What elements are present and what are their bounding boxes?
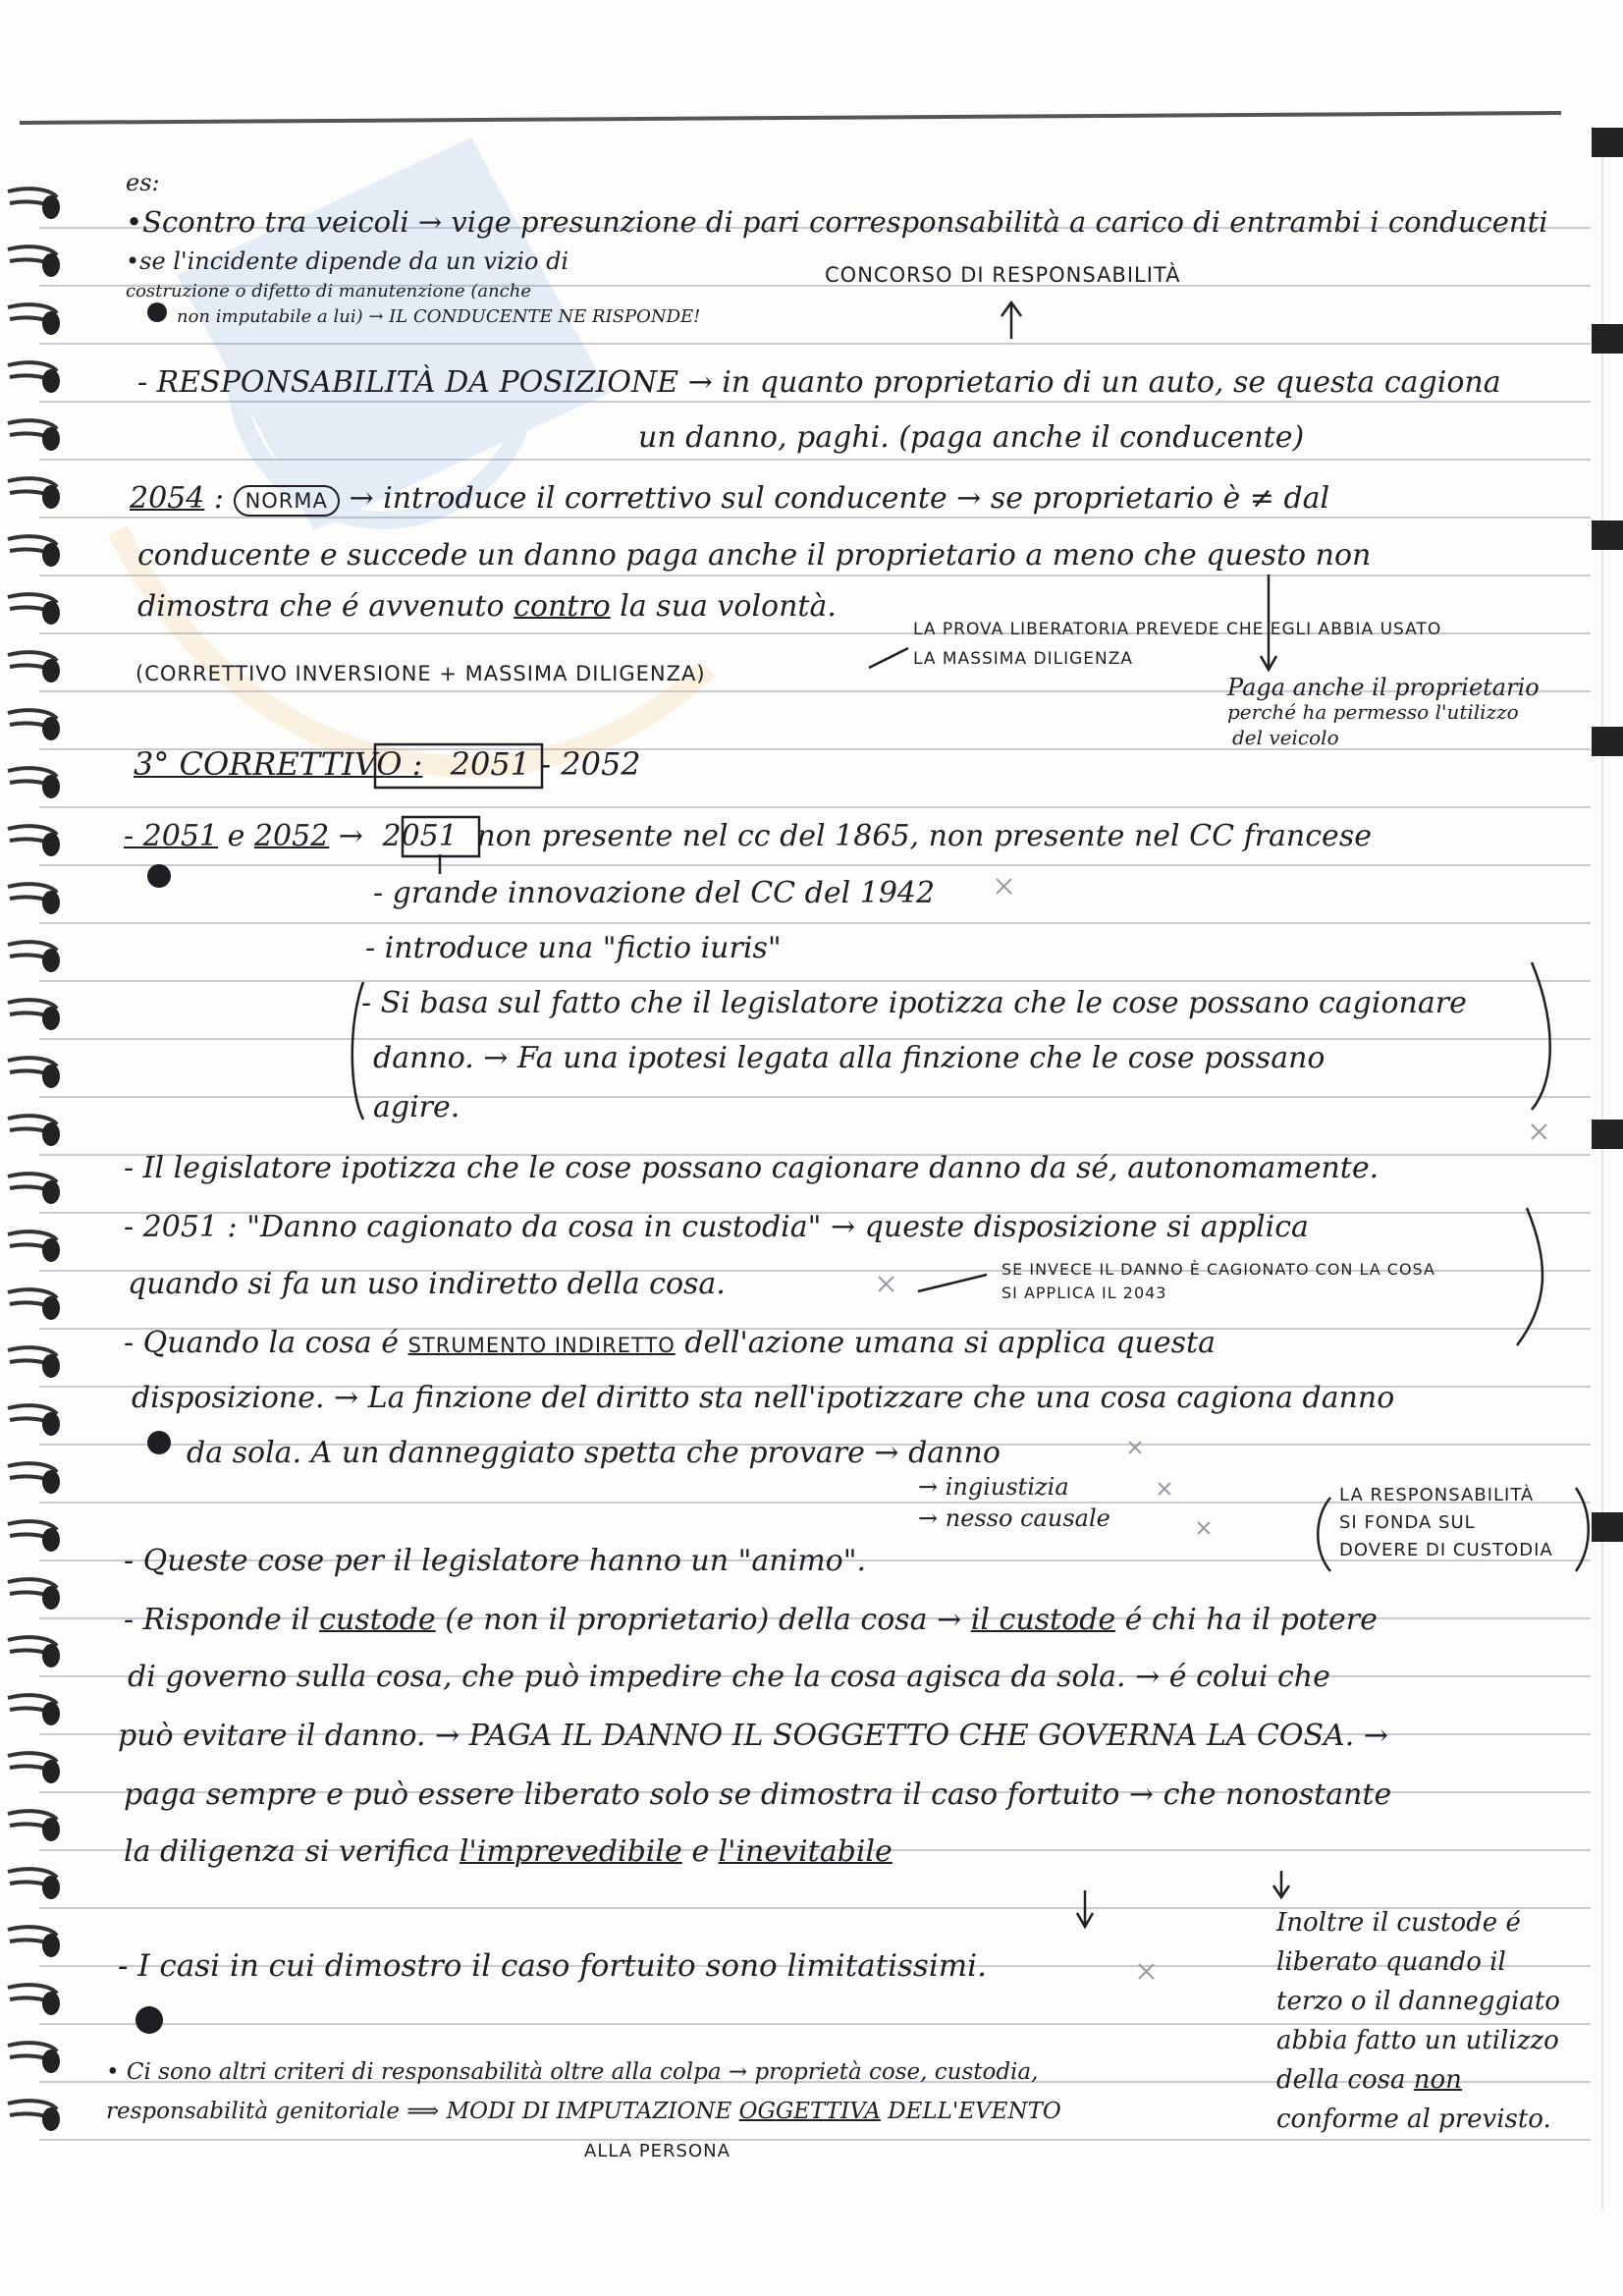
- note-line: [124, 1603, 1378, 1638]
- side-note: terzo o il danneggiato: [1276, 1987, 1560, 2016]
- section-title: 3° CORRETTIVO :: [134, 745, 423, 783]
- note-caps: LA MASSIMA DILIGENZA: [913, 649, 1133, 669]
- note-line: • Ci sono altri criteri di responsabilità oltre alla colpa → proprietà cose, custodia,: [106, 2059, 1039, 2085]
- note-text: OGGETTIVA: [738, 2099, 881, 2124]
- note-line: - Si basa sul fatto che il legislatore ipotizza che le cose possano cagionare: [361, 986, 1467, 1020]
- note-caps: DOVERE DI CUSTODIA: [1339, 1540, 1553, 1560]
- note-line: - Il legislatore ipotizza che le cose possano cagionare danno da sé, autonomamente.: [124, 1151, 1380, 1185]
- side-note: abbia fatto un utilizzo: [1276, 2026, 1559, 2055]
- note-line: [124, 1326, 1216, 1363]
- note-caps: SI FONDA SUL: [1339, 1512, 1476, 1533]
- note-caps: ALLA PERSONA: [584, 2141, 730, 2161]
- note-line: - introduce una "fictio iuris": [365, 931, 782, 965]
- list-item: → ingiustizia: [918, 1473, 1069, 1501]
- note-caps: SI APPLICA IL 2043: [1001, 1284, 1167, 1302]
- note-text: l'imprevedibile: [459, 1834, 682, 1869]
- note-text: (e non il proprietario) della cosa →: [445, 1603, 962, 1637]
- note-text: é chi ha il potere: [1124, 1603, 1378, 1637]
- article-number: - 2051: [124, 819, 219, 853]
- note-line: costruzione o difetto di manutenzione (anche: [126, 281, 531, 301]
- section-articles: 2051 - 2052: [450, 745, 641, 783]
- note-text: - Quando la cosa é: [124, 1326, 400, 1360]
- article-number: 2052: [253, 819, 330, 853]
- note-line: di governo sulla cosa, che può impedire che la cosa agisca da sola. → é colui che: [128, 1660, 1330, 1694]
- note-caps: NORMA: [234, 485, 340, 517]
- note-line: danno. → Fa una ipotesi legata alla finzione che le cose possano: [373, 1041, 1325, 1075]
- note-line: [130, 481, 1329, 519]
- article-number: 2051: [382, 819, 458, 853]
- list-item: → nesso causale: [918, 1504, 1110, 1532]
- note-line: [137, 589, 837, 625]
- note-line: da sola. A un danneggiato spetta che provare → danno: [187, 1436, 1001, 1470]
- note-caps: SE INVECE IL DANNO È CAGIONATO CON LA COSA: [1001, 1260, 1435, 1279]
- note-text: :: [213, 481, 225, 516]
- note-line: agire.: [373, 1090, 460, 1124]
- note-line: un danno, paghi. (paga anche il conducente): [638, 420, 1305, 455]
- note-text: DELL'EVENTO: [888, 2099, 1061, 2124]
- note-line: paga sempre e può essere liberato solo se dimostra il caso fortuito → che nonostante: [124, 1777, 1392, 1812]
- note-caps: LA PROVA LIBERATORIA PREVEDE CHE EGLI ABBIA USATO: [913, 620, 1442, 639]
- note-text: →: [338, 819, 363, 853]
- note-text: l'inevitabile: [718, 1834, 893, 1869]
- note-text: custode: [319, 1603, 436, 1637]
- note-text: e: [691, 1834, 710, 1869]
- note-text: responsabilità genitoriale ⟹ MODI DI IMPUTAZIONE: [106, 2099, 732, 2124]
- side-note: Inoltre il custode é: [1276, 1908, 1521, 1938]
- note-caps: LA RESPONSABILITÀ: [1339, 1485, 1535, 1505]
- note-text: contro: [514, 589, 611, 624]
- note-line: - Queste cose per il legislatore hanno un "animo".: [124, 1544, 867, 1578]
- note-line: [106, 2098, 1061, 2125]
- note-line: - RESPONSABILITÀ DA POSIZIONE → in quanto proprietario di un auto, se questa cagiona: [137, 365, 1501, 400]
- note-text: della cosa: [1276, 2065, 1406, 2095]
- note-text: dimostra che é avvenuto: [137, 589, 505, 624]
- note-caps: STRUMENTO INDIRETTO: [407, 1334, 676, 1357]
- note-text: e: [227, 819, 245, 853]
- note-line: - I casi in cui dimostro il caso fortuito sono limitatissimi.: [118, 1948, 987, 1984]
- note-line: disposizione. → La finzione del diritto sta nell'ipotizzare che una cosa cagiona danno: [132, 1381, 1395, 1415]
- note-line: - grande innovazione del CC del 1942: [373, 876, 936, 910]
- note-line: non imputabile a lui) → IL CONDUCENTE NE RISPONDE!: [177, 306, 701, 327]
- note-line: conducente e succede un danno paga anche il proprietario a meno che questo non: [137, 538, 1372, 573]
- note-line: quando si fa un uso indiretto della cosa.: [128, 1267, 726, 1301]
- note-line: può evitare il danno. → PAGA IL DANNO IL SOGGETTO CHE GOVERNA LA COSA. →: [118, 1719, 1388, 1753]
- note-text: dell'azione umana si applica questa: [684, 1326, 1216, 1360]
- note-text: non presente nel cc del 1865, non presente nel CC francese: [476, 819, 1372, 853]
- section-heading: [134, 746, 641, 782]
- note-line: •se l'incidente dipende da un vizio di: [126, 247, 569, 275]
- side-note: [1276, 2062, 1462, 2098]
- note-text: → introduce il correttivo sul conducente → se proprietario è ≠ dal: [349, 481, 1330, 516]
- article-number: 2054: [130, 481, 205, 516]
- note-line: [124, 1834, 893, 1870]
- side-note: del veicolo: [1232, 726, 1339, 749]
- note-text: il custode: [970, 1603, 1116, 1637]
- note-line: - 2051 : "Danno cagionato da cosa in custodia" → queste disposizione si applica: [124, 1210, 1309, 1244]
- side-note: perché ha permesso l'utilizzo: [1227, 700, 1519, 724]
- side-note: conforme al previsto.: [1276, 2105, 1551, 2134]
- note-line: [124, 819, 1372, 854]
- note-text: la sua volontà.: [620, 589, 837, 624]
- note-text: la diligenza si verifica: [124, 1834, 451, 1869]
- note-caps: (CORRETTIVO INVERSIONE + MASSIMA DILIGENZA): [135, 662, 706, 685]
- side-note: Paga anche il proprietario: [1227, 674, 1540, 701]
- note-line: es:: [126, 169, 160, 196]
- note-heading: CONCORSO DI RESPONSABILITÀ: [825, 263, 1181, 287]
- note-text: - Risponde il: [124, 1603, 310, 1637]
- side-note: liberato quando il: [1276, 1947, 1506, 1977]
- note-line: •Scontro tra veicoli → vige presunzione di pari corresponsabilità a carico di entrambi i conducenti: [126, 205, 1548, 239]
- note-text: non: [1413, 2065, 1462, 2095]
